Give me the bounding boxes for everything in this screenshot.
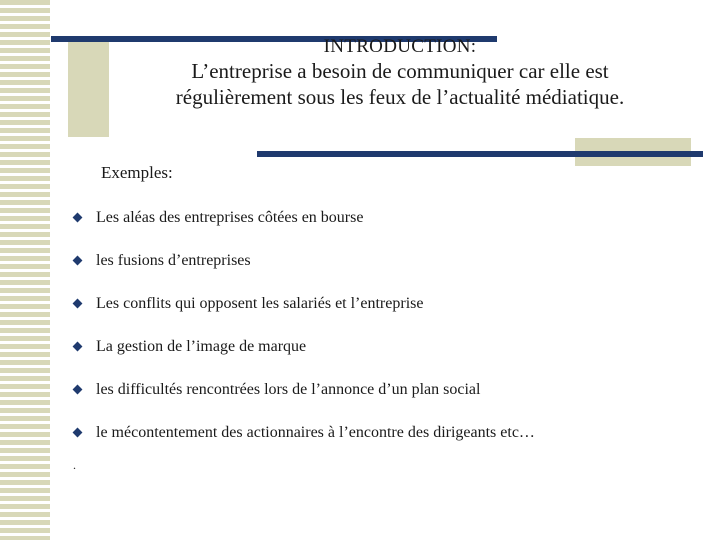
list-item: [74, 411, 535, 454]
title-rule-bottom: [257, 151, 703, 157]
list-item-text: Les aléas des entreprises côtées en bourse: [96, 208, 364, 226]
examples-label: Exemples:: [101, 163, 173, 182]
title-heading: INTRODUCTION:: [323, 36, 477, 57]
list-item-text: La gestion de l’image de marque: [96, 337, 307, 355]
list-item-text: les fusions d’entreprises: [96, 251, 251, 269]
list-item: [74, 325, 535, 368]
diamond-bullet-icon: [73, 385, 83, 395]
list-item: [74, 239, 535, 282]
list-item-text: les difficultés rencontrées lors de l’annonce d’un plan social: [96, 380, 481, 398]
diamond-bullet-icon: [73, 428, 83, 438]
title-line-2: régulièrement sous les feux de l’actualité médiatique.: [175, 85, 625, 109]
trailing-mark: .: [73, 458, 76, 472]
list-item: [74, 282, 535, 325]
list-item-text: Les conflits qui opposent les salariés et l’entreprise: [96, 294, 424, 312]
list-item: [74, 368, 535, 411]
list-item: [74, 196, 535, 239]
tan-accent-block-top: [68, 40, 109, 137]
bullet-list: [74, 196, 535, 454]
list-item-text: le mécontentement des actionnaires à l’encontre des dirigeants etc…: [96, 423, 535, 441]
diamond-bullet-icon: [73, 256, 83, 266]
diamond-bullet-icon: [73, 299, 83, 309]
slide-title: [120, 36, 680, 110]
left-stripe-decoration: [0, 0, 50, 540]
diamond-bullet-icon: [73, 213, 83, 223]
title-line-1: L’entreprise a besoin de communiquer car elle est: [191, 59, 609, 83]
diamond-bullet-icon: [73, 342, 83, 352]
